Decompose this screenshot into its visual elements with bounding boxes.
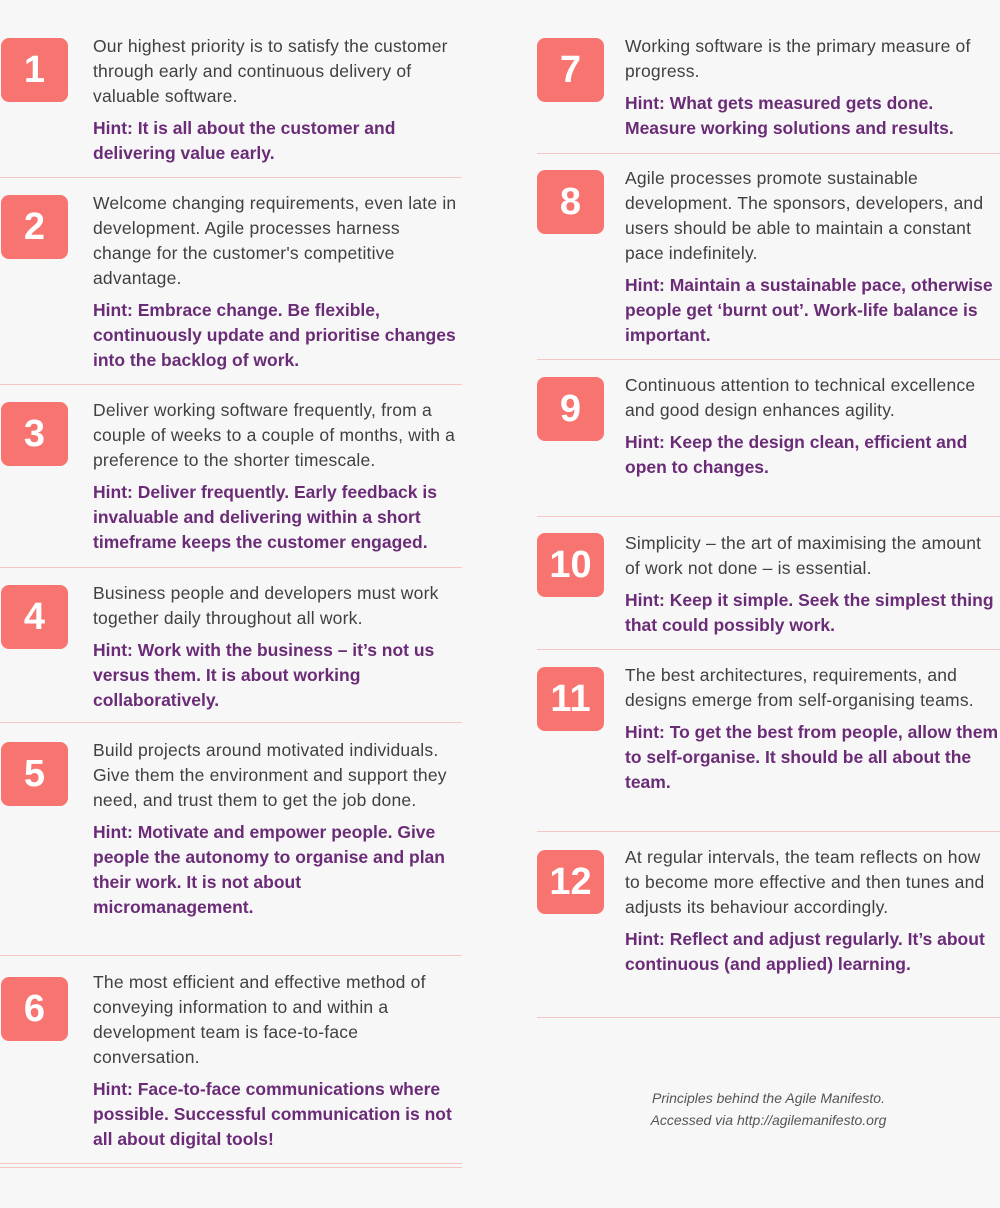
number-badge: 8 <box>537 170 604 234</box>
number-badge: 7 <box>537 38 604 102</box>
number-badge: 11 <box>537 667 604 731</box>
divider <box>537 831 1000 832</box>
principle-text: Build projects around motivated individuals. Give them the environment and support they need, and trust them to get the job done. <box>93 740 447 810</box>
principle-hint: Hint: Work with the business – it’s not us versus them. It is about working collaboratively. <box>93 640 435 710</box>
number-badge: 6 <box>1 977 68 1041</box>
divider <box>537 516 1000 517</box>
number-badge: 2 <box>1 195 68 259</box>
principle-text: Continuous attention to technical excellence and good design enhances agility. <box>625 375 976 420</box>
principle-hint: Hint: What gets measured gets done. Measure working solutions and results. <box>625 93 954 138</box>
principle-text: Business people and developers must work together daily throughout all work. <box>93 583 439 628</box>
principle-text: The most efficient and effective method of conveying information to and within a development team is face-to-face conversation. <box>93 972 426 1067</box>
principle-text: Working software is the primary measure of progress. <box>625 36 971 81</box>
principle-text: Agile processes promote sustainable development. The sponsors, developers, and users should be able to maintain a constant pace indefinitely. <box>625 168 984 263</box>
source-citation <box>537 1087 1000 1131</box>
divider <box>537 649 1000 650</box>
principle-hint: Hint: It is all about the customer and delivering value early. <box>93 118 396 163</box>
principle-hint: Hint: Deliver frequently. Early feedback is invaluable and delivering within a short timeframe keeps the customer engaged. <box>93 482 437 552</box>
citation-line: Principles behind the Agile Manifesto. <box>652 1090 885 1106</box>
principle-text: Simplicity – the art of maximising the amount of work not done – is essential. <box>625 533 982 578</box>
divider <box>0 177 462 178</box>
principle-hint: Hint: To get the best from people, allow them to self-organise. It should be all about the team. <box>625 722 999 792</box>
divider <box>537 359 1000 360</box>
principle-hint: Hint: Keep the design clean, efficient and open to changes. <box>625 432 968 477</box>
principle-hint: Hint: Reflect and adjust regularly. It’s about continuous (and applied) learning. <box>625 929 985 974</box>
principle-text: Our highest priority is to satisfy the customer through early and continuous delivery of valuable software. <box>93 36 448 106</box>
divider <box>0 1163 462 1164</box>
number-badge: 4 <box>1 585 68 649</box>
principle-hint: Hint: Face-to-face communications where possible. Successful communication is not all about digital tools! <box>93 1079 452 1149</box>
principle-hint: Hint: Embrace change. Be flexible, continuously update and prioritise changes into the backlog of work. <box>93 300 456 370</box>
divider <box>0 722 462 723</box>
number-badge: 9 <box>537 377 604 441</box>
divider <box>537 153 1000 154</box>
number-badge: 12 <box>537 850 604 914</box>
divider <box>0 1167 462 1168</box>
principle-hint: Hint: Maintain a sustainable pace, otherwise people get ‘burnt out’. Work-life balance is important. <box>625 275 993 345</box>
principle-text: Welcome changing requirements, even late in development. Agile processes harness change for the customer's competitive advantage. <box>93 193 457 288</box>
principle-text: The best architectures, requirements, and designs emerge from self-organising teams. <box>625 665 974 710</box>
principle-text: At regular intervals, the team reflects on how to become more effective and then tunes and adjusts its behaviour accordingly. <box>625 847 985 917</box>
citation-url: Accessed via http://agilemanifesto.org <box>650 1112 887 1128</box>
principle-hint: Hint: Keep it simple. Seek the simplest thing that could possibly work. <box>625 590 994 635</box>
divider <box>0 384 462 385</box>
principle-text: Deliver working software frequently, from a couple of weeks to a couple of months, with a preference to the shorter timescale. <box>93 400 456 470</box>
principle-hint: Hint: Motivate and empower people. Give people the autonomy to organise and plan their work. It is not about micromanagement. <box>93 822 445 917</box>
divider <box>537 1017 1000 1018</box>
divider <box>0 567 462 568</box>
number-badge: 1 <box>1 38 68 102</box>
number-badge: 3 <box>1 402 68 466</box>
number-badge: 5 <box>1 742 68 806</box>
divider <box>0 955 462 956</box>
number-badge: 10 <box>537 533 604 597</box>
